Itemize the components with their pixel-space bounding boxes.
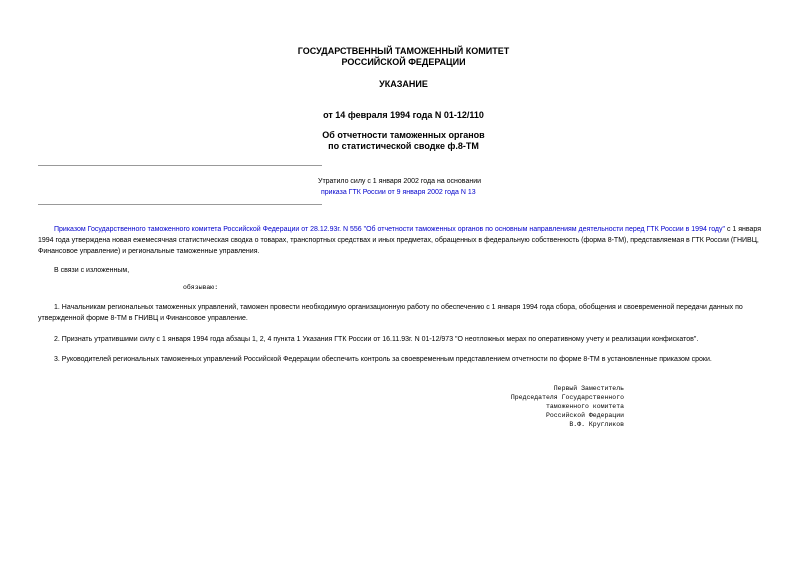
- signature-line-3: таможенного комитета: [545, 403, 624, 410]
- document-type: УКАЗАНИЕ: [379, 79, 428, 89]
- signatory-name: В.Ф. Кругликов: [569, 421, 624, 428]
- item-3-paragraph: 3. Руководителей региональных таможенных управлений Российской Федерации обеспечить контроль за своевременным представлением отчетности по форме 8-ТМ в установленные приказом сроки.: [54, 356, 712, 363]
- order-556-link[interactable]: Приказом Государственного таможенного комитета Российской Федерации от 28.12.93г. N 556 "Об отчетности таможенных органов по основным направлениям деятельности перед ГТК России в 1994 году": [54, 226, 726, 233]
- signature-line-2: Председателя Государственного: [510, 394, 624, 401]
- authority-line-1: ГОСУДАРСТВЕННЫЙ ТАМОЖЕННЫЙ КОМИТЕТ: [297, 46, 510, 56]
- divider-top: [38, 165, 322, 166]
- item-1-paragraph: 1. Начальникам региональных таможенных управлений, таможен провести необходимую организационную работу по обеспечению с 1 января 1994 года сбора, обобщения и своевременной передачи данных по утвержденной форме 8-ТМ в ГНИВЦ и Финансовое управление.: [38, 304, 743, 322]
- repeal-order-link[interactable]: приказа ГТК России от 9 января 2002 года N 13: [321, 189, 476, 196]
- signature-block: [511, 384, 624, 429]
- in-connection-paragraph: В связи с изложенным,: [54, 267, 130, 274]
- document-subject: [0, 130, 807, 152]
- intro-text: с 1 января 1994 года утверждена новая ежемесячная статистическая сводка о товарах, транспортных средствах и иных предметах, обращенных в федеральную собственность (форма 8-ТМ), представляемая в ГТК России (ГНИВЦ, Финансовое управление) и региональные таможенные управления.: [38, 226, 762, 255]
- issuing-authority: [0, 46, 807, 68]
- repeal-text: Утратило силу с 1 января 2002 года на основании: [318, 178, 482, 185]
- subject-line-1: Об отчетности таможенных органов: [322, 130, 485, 140]
- intro-paragraph: [38, 224, 774, 257]
- document-date-number: от 14 февраля 1994 года N 01-12/110: [323, 110, 484, 120]
- item-2-paragraph: 2. Признать утратившими силу с 1 января 1994 года абзацы 1, 2, 4 пункта 1 Указания ГТК России от 16.11.93г. N 01-12/973 "О неотложных мерах по оперативному учету и реализации конфискатов".: [54, 336, 699, 343]
- signature-line-4: Российской Федерации: [545, 412, 624, 419]
- authority-line-2: РОССИЙСКОЙ ФЕДЕРАЦИИ: [341, 57, 466, 67]
- repeal-notice: [318, 176, 481, 198]
- obligation-word: обязываю:: [183, 284, 219, 291]
- signature-line-1: Первый Заместитель: [553, 385, 624, 392]
- divider-bottom: [38, 204, 322, 205]
- subject-line-2: по статистической сводке ф.8-ТМ: [328, 141, 479, 151]
